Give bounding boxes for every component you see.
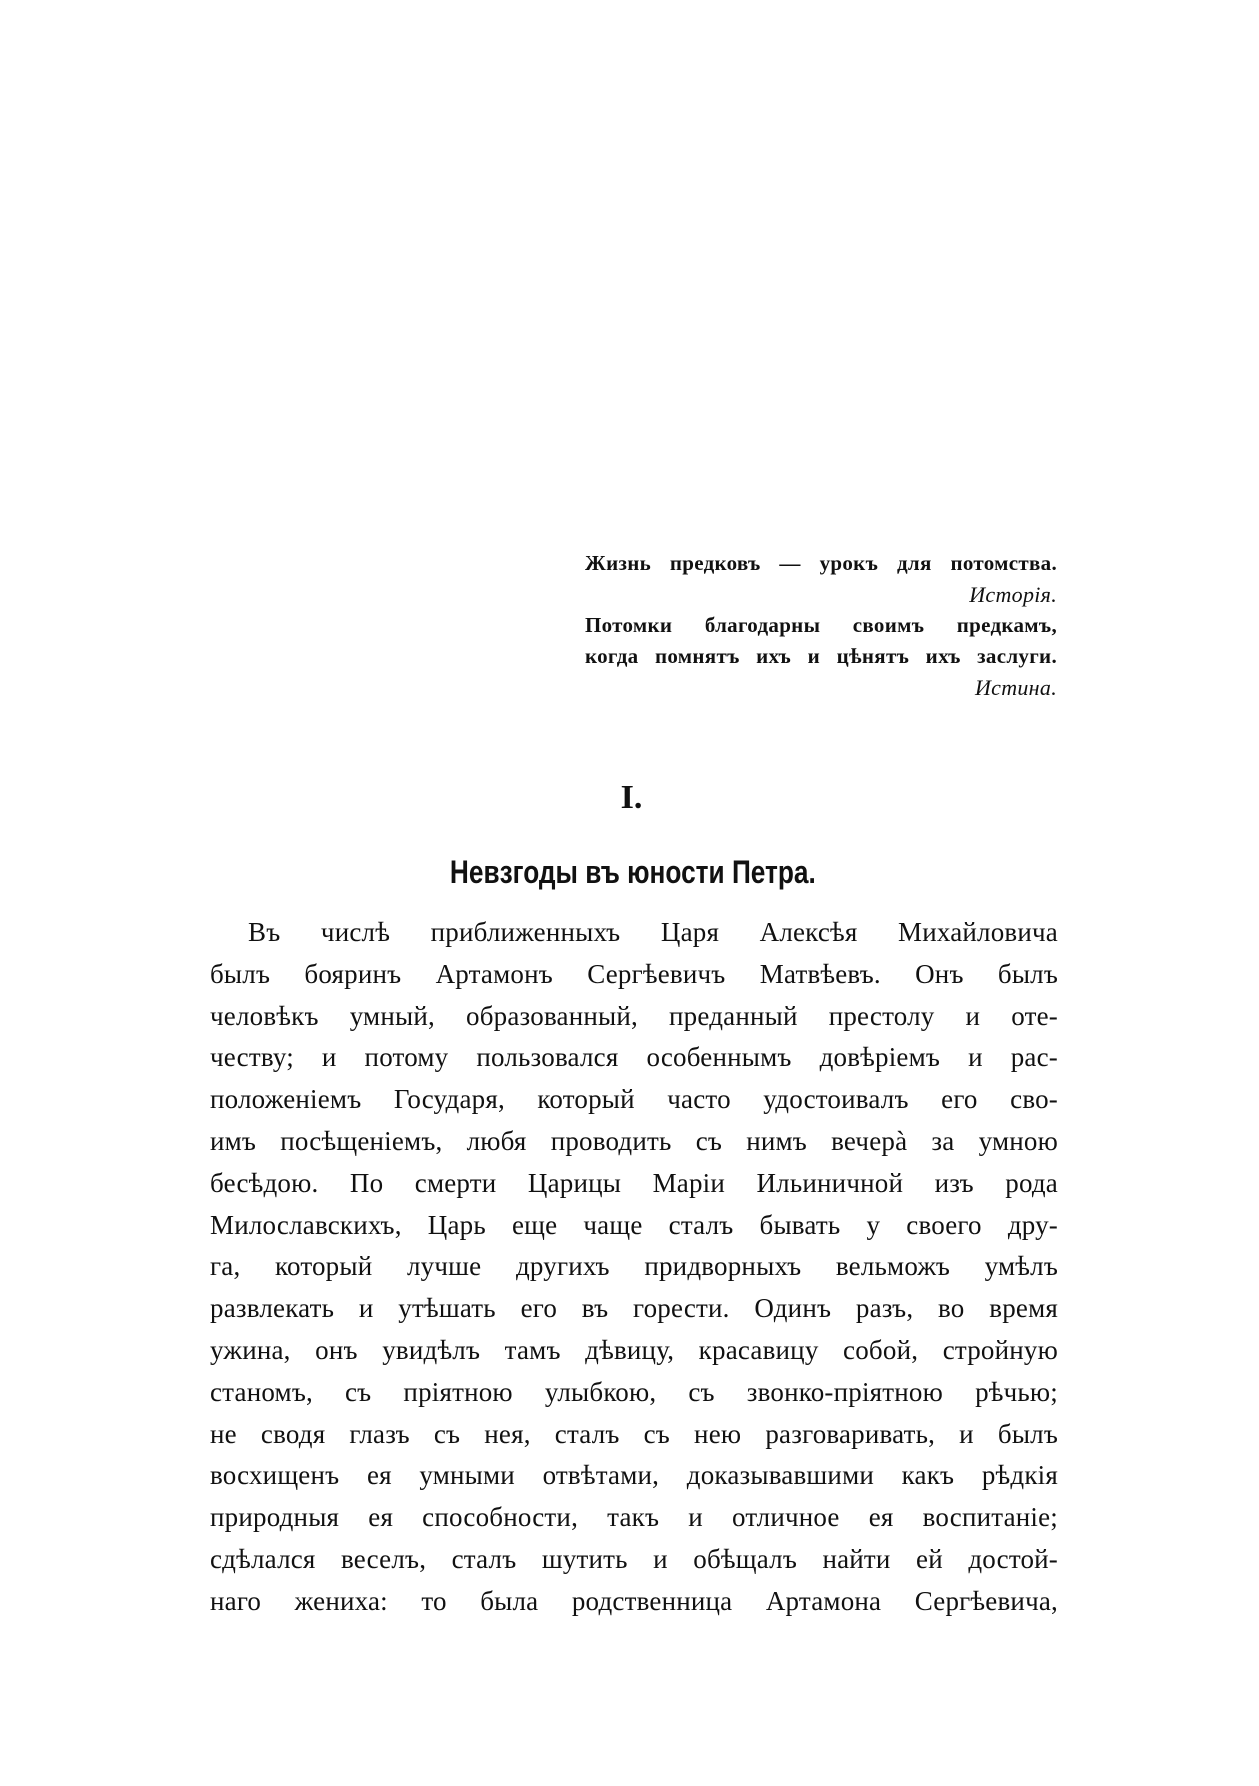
body-line: станомъ, съ пріятною улыбкою, съ звонко-пріятною рѣчью; <box>210 1376 1058 1407</box>
epigraph-quote-1: Жизнь предковъ — урокъ для потомства. <box>585 551 1057 575</box>
body-line: былъ бояринъ Артамонъ Сергѣевичъ Матвѣевъ. Онъ былъ <box>210 958 1058 989</box>
epigraph <box>585 548 1057 703</box>
body-line: восхищенъ ея умными отвѣтами, доказывавшими какъ рѣдкія <box>210 1460 1058 1491</box>
body-line: бесѣдою. По смерти Царицы Маріи Ильиничной изъ рода <box>210 1167 1058 1198</box>
body-line: наго жениха: то была родственница Артамона Сергѣевича, <box>210 1585 1058 1616</box>
epigraph-attribution-2: Истина. <box>974 675 1057 700</box>
body-line: сдѣлался веселъ, сталъ шутить и обѣщалъ найти ей достой- <box>210 1543 1058 1574</box>
body-line: природныя ея способности, такъ и отличное ея воспитаніе; <box>210 1502 1058 1533</box>
body-line: не сводя глазъ съ нея, сталъ съ нею разговаривать, и былъ <box>210 1418 1058 1449</box>
epigraph-attribution-1: Исторія. <box>969 582 1057 607</box>
body-line: человѣкъ умный, образованный, преданный престолу и оте- <box>210 1000 1058 1031</box>
body-line: Милославскихъ, Царь еще чаще сталъ бывать у своего дру- <box>210 1209 1058 1240</box>
body-line: ужина, онъ увидѣлъ тамъ дѣвицу, красавицу собой, стройную <box>210 1334 1058 1365</box>
body-line: положеніемъ Государя, который часто удостоивалъ его сво- <box>210 1084 1058 1115</box>
body-line: га, который лучше другихъ придворныхъ вельможъ умѣлъ <box>210 1251 1058 1282</box>
body-line: честву; и потому пользовался особеннымъ довѣріемъ и рас- <box>210 1042 1058 1073</box>
chapter-title: Невзгоды въ юности Петра. <box>449 854 816 890</box>
epigraph-quote-2-line-2: когда помнятъ ихъ и цѣнятъ ихъ заслуги. <box>585 644 1057 668</box>
chapter-number: I. <box>620 779 643 816</box>
body-text <box>210 912 1058 1623</box>
epigraph-quote-2-line-1: Потомки благодарны своимъ предкамъ, <box>585 613 1057 637</box>
body-line: развлекать и утѣшать его въ горести. Одинъ разъ, во время <box>210 1293 1058 1324</box>
body-line: имъ посѣщеніемъ, любя проводить съ нимъ вечерà за умною <box>210 1125 1058 1156</box>
body-line: Въ числѣ приближенныхъ Царя Алексѣя Михайловича <box>248 917 1058 947</box>
